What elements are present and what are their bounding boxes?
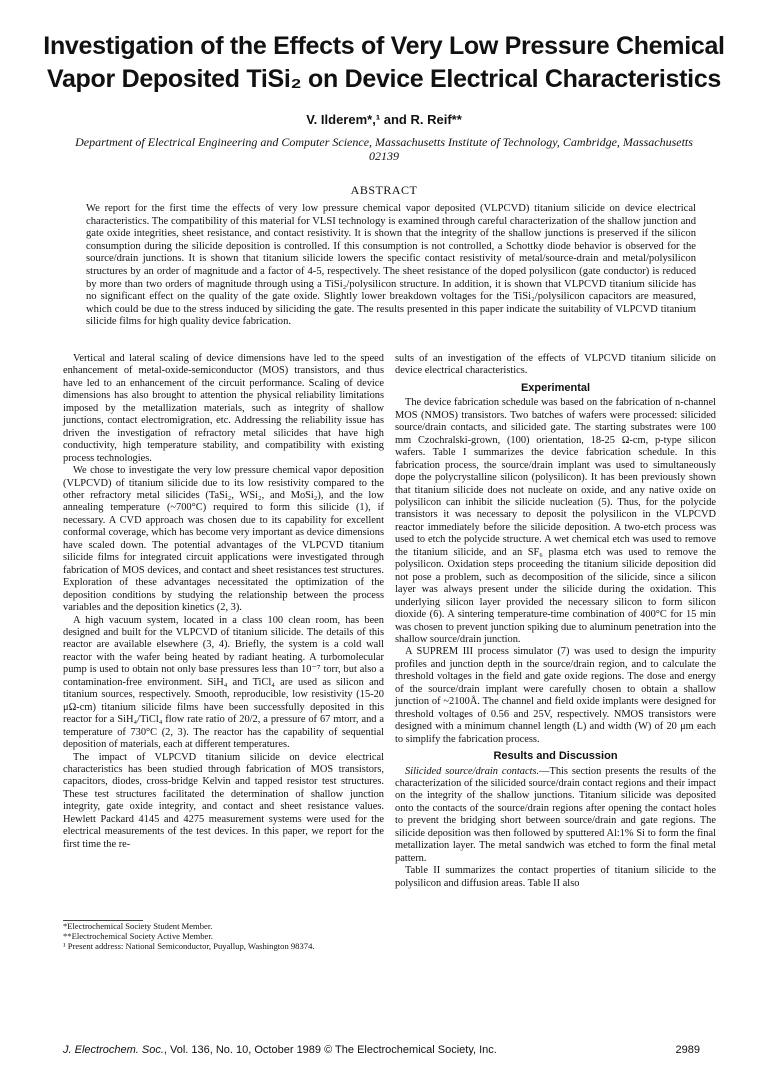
citation-details: , Vol. 136, No. 10, October 1989 © The Electrochemical Society, Inc. [163, 1044, 497, 1056]
section-heading-results: Results and Discussion [493, 750, 618, 763]
body-paragraph: A high vacuum system, located in a class 100 clean room, has been designed and built for the VLPCVD of titanium silicide. The details of this reactor are available elsewhere (3, 4). Briefly, the system is a cold wall reactor with the wafer being heated by radiant heating. A turbomolecular pump is used to obtain not only base pressures less than 10⁻⁷ torr, but also a contamination-free environment. SiH₄ and TiCl₄ are used as silicon and titanium sources, respectively. Smooth, reproducible, low resistivity (15-20 μΩ-cm) titanium silicide films have been successfully deposited in this reactor for a SiH₄/TiCl₄ flow rate ratio of 20/2, a pressure of 67 mtorr, and a temperature of 730°C (2, 3). The reactor has the capability of sequential deposition of materials, each at different temperatures. [63, 614, 384, 751]
body-paragraph: Vertical and lateral scaling of device dimensions have led to the speed enhancement of metal-oxide-semiconductor (MOS) transistors, and thus have led to an enhancement of the circuit performance. Scaling of device dimensions has also brought to attention the physical reliability limitations imposed by the metallization materials, such as integrity of shallow junctions, contact electromigration, etc. Addressing the reliability issue has driven the investigation of refractory metal silicides that have high conductivity, high temperature stability, and compatibility with existing process technologies. [63, 353, 384, 464]
body-paragraph: Table II summarizes the contact properties of titanium silicide to the polysilicon and diffusion areas. Table II also [395, 865, 716, 889]
body-paragraph: sults of an investigation of the effects of VLPCVD titanium silicide on device electrical characteristics. [395, 353, 716, 377]
paper-authors: V. Ilderem*,¹ and R. Reif** [306, 112, 462, 127]
body-paragraph [395, 766, 716, 866]
paragraph-text: —This section presents the results of the characterization of the silicided source/drain contact regions and their impact on the integrity of the shallow junctions. Titanium silicide was deposited onto the contacts of the source/drain regions after opening the contact holes to prevent the bridging short between source/drain and gate regions. The silicide deposition was then followed by sputtered Al:1% Si to form the final metallization layer. The metal sandwich was etched to form the final metal pattern. [395, 765, 716, 864]
body-paragraph: A SUPREM III process simulator (7) was used to design the impurity profiles and junction depth in the source/drain region, and to calculate the threshold voltages in the field and gate oxide regions. The dose and energy of the source/drain implant were carefully chosen to obtain a shallow junction of ~2100Å. The channel and field oxide implants were designed for threshold voltages of 0.56 and 25V, respectively. NMOS transistors were designed with a minimum channel length (L) and width (W) of 20 μm each to simplify the fabrication process. [395, 646, 716, 745]
body-paragraph: The device fabrication schedule was based on the fabrication of n-channel MOS (NMOS) transistors. Two batches of wafers were processed: silicided source/drain contacts, and silicided gate. The starting substrates were 100 mm Czochralski-grown, (100) orientation, 18-25 Ω-cm, p-type silicon wafers. Table I summarizes the device fabrication schedule. In this fabrication process, the source/drain implant was used to simultaneously dope the polycrystalline silicon (polysilicon). It has been previously shown that titanium silicide does not nucleate on oxide, and any native oxide on polysilicon can inhibit the silicide nucleation (5). Thus, for the polycide transistors it was necessary to deposit the polysilicon in the VLPCVD reactor immediately before the silicide deposition. A two-etch process was used to etch the polycide structure. A wet chemical etch was used to remove the titanium silicide, and an SF₆ plasma etch was used to remove the polysilicon. Oxidation steps proceeding the titanium silicide deposition did not pose a problem, such as decomposition of the silicide, since a silicon layer was always present under the silicide during the oxidation. This underlying silicon layer provided the necessary silicon to form silicon dioxide (6). A sintering temperature-time combination of 400°C for 15 min was chosen to prevent junction spiking due to aluminum penetration into the shallow source/drain junction. [395, 397, 716, 645]
footnote: **Electrochemical Society Active Member. [63, 931, 213, 941]
journal-citation [63, 1044, 497, 1056]
abstract-heading: ABSTRACT [350, 183, 418, 197]
journal-name: J. Electrochem. Soc. [63, 1044, 164, 1056]
page-number: 2989 [675, 1044, 700, 1056]
right-column [395, 353, 716, 890]
footnotes [63, 920, 384, 951]
abstract-text: We report for the first time the effects of very low pressure chemical vapor deposited (VLPCVD) titanium silicide on device electrical characteristics. The compatibility of this material for VLSI technology is examined through careful characterization of the shallow junction and gate oxide integrities, sheet resistance, and contact resistivity. It is shown that the integrity of the shallow junctions is preserved if the silicon consumption during the silicide deposition is controlled. If this consumption is not controlled, a Schottky diode behavior is observed for the source/drain junctions. It is shown that titanium silicide lowers the specific contact resistivity of metal/source-drain and metal/polysilicon structures by an order of magnitude and a factor of 4-5, respectively. The sheet resistance of the doped polysilicon (gate conductor) is reduced by more than two orders of magnitude through using a TiSi₂/polysilicon structure. In addition, it is shown that VLPCVD titanium silicide has no significant effect on the quality of the gate oxide. Slightly lower breakdown voltages for the TiSi₂/polysilicon capacitors are measured, which could be due to the stress induced by siliciding the gate. The results presented in this paper indicate the suitability of VLPCVD titanium silicide films for high quality device fabrication. [86, 203, 696, 328]
left-column [63, 353, 384, 851]
footnote: ¹ Present address: National Semiconductor, Puyallup, Washington 98374. [63, 941, 315, 951]
subsection-lead: Silicided source/drain contacts. [405, 765, 540, 777]
paper-title: Investigation of the Effects of Very Low Pressure Chemical Vapor Deposited TiSi₂ on Device Electrical Characteristics [43, 32, 725, 93]
body-paragraph: The impact of VLPCVD titanium silicide on device electrical characteristics has been studied through fabrication of MOS transistors, capacitors, diodes, cross-bridge Kelvin and tapped resistor test structures. These test structures facilitated the determination of shallow junction integrity, gate oxide integrity, and contact and sheet resistance values. Hewlett Packard 4145 and 4275 measurement systems were used for the electrical measurements of the test devices. In this paper, we report for the first time the re- [63, 751, 384, 850]
footnote: *Electrochemical Society Student Member. [63, 921, 213, 931]
body-paragraph: We chose to investigate the very low pressure chemical vapor deposition (VLPCVD) of titanium silicide due to its low resistivity compared to the other refractory metal silicides (TaSi₂, WSi₂, and MoSi₂), and the low annealing temperature (~700°C) required to form this silicide (1), if necessary. A CVD approach was chosen due to its capability for excellent conformal coverage, which has become very important as device dimensions have scaled down. The potential advantages of the VLPCVD titanium silicide films for integrated circuit applications were investigated through fabrication of MOS devices, and contact and sheet resistances test structures. Exploration of these advantages necessitated the optimization of the deposition conditions by studying the relationship between the process variables and the deposition kinetics (2, 3). [63, 465, 384, 614]
section-heading-experimental: Experimental [520, 381, 591, 394]
author-affiliation: Department of Electrical Engineering and Computer Science, Massachusetts Institute of Technology, Cambridge, Massachusetts 02139 [75, 135, 693, 163]
